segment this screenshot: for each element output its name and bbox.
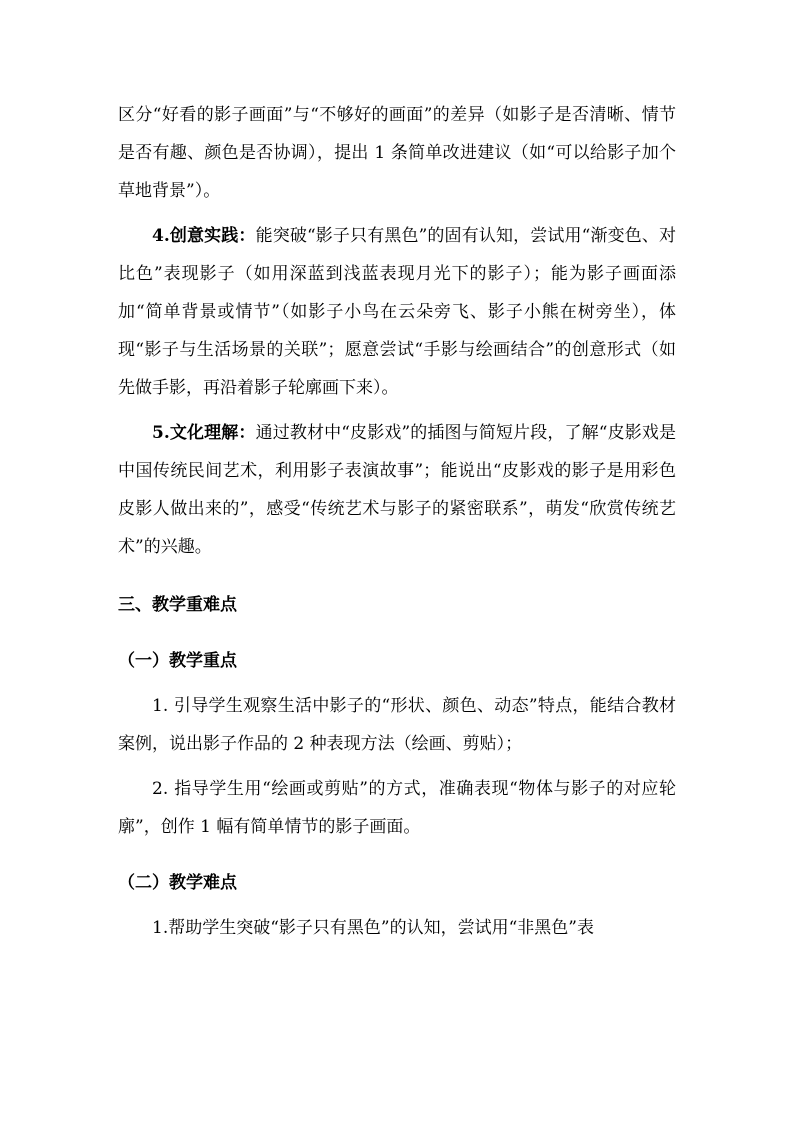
paragraph-text: 通过教材中“皮影戏”的插图与简短片段，了解“皮影戏是中国传统民间艺术，利用影子表演故事”；能说出“皮影戏的影子是用彩色皮影人做出来的”，感受“传统艺术与影子的紧密联系”，萌发“欣赏传统艺术”的兴趣。 — [118, 423, 676, 557]
paragraph-text: 区分“好看的影子画面”与“不够好的画面”的差异（如影子是否清晰、情节是否有趣、颜色是否协调），提出 1 条简单改进建议（如“可以给影子加个草地背景”）。 — [118, 105, 676, 201]
paragraph-cultural-understanding — [118, 414, 676, 566]
key-point-item: 1. 引导学生观察生活中影子的“形状、颜色、动态”特点，能结合教材案例，说出影子作品的 2 种表现方法（绘画、剪贴）； — [118, 696, 676, 754]
paragraph-evaluation-continued — [118, 96, 676, 210]
paragraph-creative-practice — [118, 217, 676, 407]
subsection-heading-key-points: （一）教学重点 — [118, 651, 237, 671]
difficulty-item: 1.帮助学生突破“影子只有黑色”的认知，尝试用“非黑色”表 — [152, 918, 594, 938]
subsection-heading-difficulties: （二）教学难点 — [118, 873, 237, 893]
section-heading: 三、教学重难点 — [118, 595, 237, 615]
key-point-item: 2. 指导学生用“绘画或剪贴”的方式，准确表现“物体与影子的对应轮廓”，创作 1 幅有简单情节的影子画面。 — [118, 779, 676, 837]
document-page — [118, 96, 676, 947]
paragraph-text: 能突破“影子只有黑色”的固有认知，尝试用“渐变色、对比色”表现影子（如用深蓝到浅蓝表现月光下的影子）；能为影子画面添加“简单背景或情节”（如影子小鸟在云朵旁飞、影子小熊在树旁坐），体现“影子与生活场景的关联”；愿意尝试“手影与绘画结合”的创意形式（如先做手影，再沿着影子轮廓画下来）。 — [118, 226, 676, 398]
paragraph-label: 4.创意实践： — [152, 226, 256, 246]
paragraph-label: 5.文化理解： — [152, 423, 256, 443]
